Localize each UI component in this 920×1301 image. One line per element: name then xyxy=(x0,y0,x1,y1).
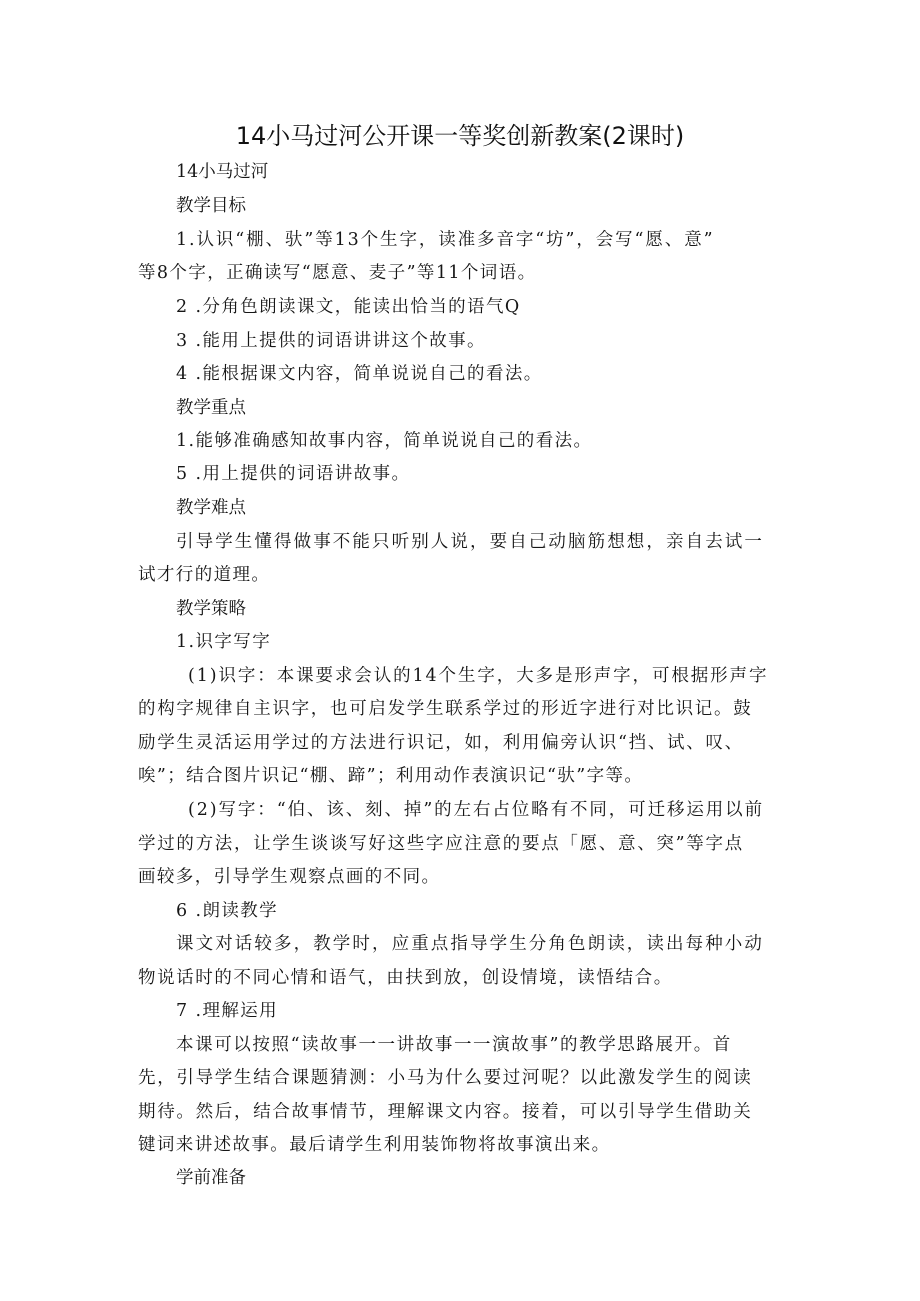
paragraph-line: 励学生灵活运用学过的方法进行识记，如，利用偏旁认识“挡、试、叹、 xyxy=(138,733,744,753)
list-item: 1.能够准确感知故事内容，简单说说自己的看法。 xyxy=(176,431,593,451)
paragraph-line: (2)写字：“伯、该、刻、掉”的左右占位略有不同，可迁移运用以前 xyxy=(188,800,764,820)
section-heading-difficulties: 教学难点 xyxy=(176,498,246,518)
paragraph-line: (1)识字：本课要求会认的14个生字，大多是形声字，可根据形声字 xyxy=(188,666,769,686)
list-item: 4 .能根据课文内容，简单说说自己的看法。 xyxy=(176,364,543,384)
paragraph-line: 课文对话较多，教学时，应重点指导学生分角色朗读，读出每种小动 xyxy=(176,934,764,954)
paragraph-line: 试才行的道理。 xyxy=(138,565,271,585)
list-item: 5 .用上提供的词语讲故事。 xyxy=(176,464,411,484)
paragraph-line: 1.认识“棚、驮”等13个生字，读准多音字“坊”，会写“愿、意” xyxy=(176,230,715,250)
paragraph-line: 的构字规律自主识字，也可启发学生联系学过的形近字进行对比识记。鼓 xyxy=(138,699,753,719)
paragraph-line: 等8个字，正确读写“愿意、麦子”等11个词语。 xyxy=(138,263,537,283)
list-item: 2 .分角色朗读课文，能读出恰当的语气Q xyxy=(176,297,521,317)
section-heading-preparation: 学前准备 xyxy=(176,1168,246,1188)
paragraph-line: 本课可以按照“读故事一一讲故事一一演故事”的教学思路展开。首 xyxy=(176,1035,732,1055)
paragraph-line: 画较多，引导学生观察点画的不同。 xyxy=(138,867,441,887)
list-item: 1.识字写字 xyxy=(176,632,272,652)
paragraph-line: 物说话时的不同心情和语气，由扶到放，创设情境，读悟结合。 xyxy=(138,968,673,988)
list-item: 7 .理解运用 xyxy=(176,1001,279,1021)
section-heading-strategy: 教学策略 xyxy=(176,599,246,619)
paragraph-line: 键词来讲述故事。最后请学生利用装饰物将故事演出来。 xyxy=(138,1135,611,1155)
section-heading-objectives: 教学目标 xyxy=(176,196,246,216)
paragraph-line: 唉”；结合图片识记“棚、蹄”；利用动作表演识记“驮”字等。 xyxy=(138,766,644,786)
paragraph-line: 学过的方法，让学生谈谈写好这些字应注意的要点「愿、意、突”等字点 xyxy=(138,834,744,854)
section-heading-key-points: 教学重点 xyxy=(176,398,246,418)
list-item: 6 .朗读教学 xyxy=(176,901,279,921)
lesson-heading: 14小马过河 xyxy=(176,162,269,182)
paragraph-line: 期待。然后，结合故事情节，理解课文内容。接着，可以引导学生借助关 xyxy=(138,1102,753,1122)
paragraph-line: 先，引导学生结合课题猜测：小马为什么要过河呢？以此激发学生的阅读 xyxy=(138,1068,753,1088)
paragraph-line: 引导学生懂得做事不能只听别人说，要自己动脑筋想想，亲自去试一 xyxy=(176,532,764,552)
list-item: 3 .能用上提供的词语讲讲这个故事。 xyxy=(176,331,486,351)
document-title: 14小马过河公开课一等奖创新教案(2课时) xyxy=(235,122,685,150)
